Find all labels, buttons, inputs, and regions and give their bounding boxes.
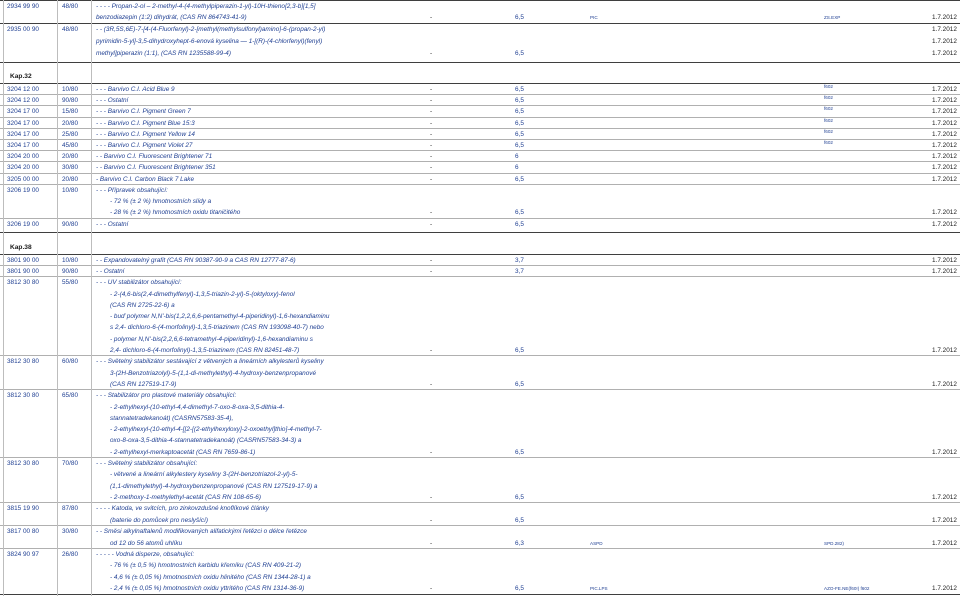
goods-description: - - Směsi alkylnaftalenů modifikovaných alifatickými řetězci o délce řetězce [96,528,307,535]
row-separator [0,232,960,233]
goods-description: - - - UV stabilizátor obsahující: [96,279,182,286]
taric-suffix: 60/80 [62,358,78,365]
cn-code: 3204 17 00 [7,108,39,115]
cn-code: 3204 17 00 [7,131,39,138]
row-separator [0,218,960,219]
goods-description: - buď polymer N,N'-bis(1,2,2,6,6-pentamethyl-4-piperidinyl)-1,6-hexandiaminu [110,313,330,320]
duty-dash: - [430,517,433,524]
chapter-heading: Kap.32 [10,73,32,80]
row-separator [0,117,960,118]
goods-description: - - - Barvivo C.I. Pigment Green 7 [96,108,191,115]
taric-suffix: 20/80 [62,153,78,160]
validity-date: 1.7.2012 [932,347,957,354]
cn-code: 3815 19 90 [7,505,39,512]
goods-description: - - - Přípravek obsahující: [96,187,168,194]
duty-rate: 6,5 [515,97,524,104]
goods-description: - - - - - Vodná disperze, obsahující: [96,551,195,558]
validity-date: 1.7.2012 [932,381,957,388]
row-separator [0,139,960,140]
goods-description: oxo-8-oxa-3,5-dithia-4-stannatetradekanoát) (CASRN57583-34-3) a [110,437,302,444]
row-separator [0,105,960,106]
taric-suffix: 30/80 [62,528,78,535]
column-guide [91,0,92,596]
row-separator [0,525,960,526]
measure-note: f602 [824,129,833,134]
cn-code: 3812 30 80 [7,358,39,365]
measure-note: f602 [824,95,833,100]
validity-date: 1.7.2012 [932,38,957,45]
duty-dash: - [430,108,433,115]
goods-description: (1,1-dimethylethyl)-4-hydroxybenzenpropanové (CAS RN 127519-17-9) a [110,483,318,490]
duty-rate: 6,5 [515,221,524,228]
cn-code: 3812 30 80 [7,279,39,286]
goods-description: benzodiazepin (1:2) dihydrát, (CAS RN 864743-41-9) [96,14,247,21]
footnote-code: PIC [590,15,598,20]
cn-code: 3204 17 00 [7,120,39,127]
cn-code: 3801 90 00 [7,257,39,264]
taric-suffix: 48/80 [62,3,78,10]
goods-description: (baterie do pomůcek pro neslyšící) [110,517,209,524]
duty-rate: 6,5 [515,86,524,93]
duty-dash: - [430,50,433,57]
taric-suffix: 10/80 [62,86,78,93]
goods-description: (CAS RN 127519-17-9) [110,381,177,388]
chapter-heading: Kap.38 [10,244,32,251]
row-separator [0,173,960,174]
goods-description: - - - Barvivo C.I. Acid Blue 9 [96,86,175,93]
goods-description: - polymer N,N'-bis(2,2,6,6-tetramethyl-4-piperidinyl)-1,6-hexandiaminu s [110,336,313,343]
taric-suffix: 48/80 [62,26,78,33]
duty-rate: 6,5 [515,347,524,354]
duty-dash: - [430,347,433,354]
validity-date: 1.7.2012 [932,142,957,149]
cn-code: 3204 17 00 [7,142,39,149]
duty-dash: - [430,131,433,138]
column-guide [3,0,4,596]
cn-code: 3204 12 00 [7,97,39,104]
cn-code: 3801 90 00 [7,268,39,275]
row-separator [0,83,960,84]
duty-dash: - [430,120,433,127]
validity-date: 1.7.2012 [932,164,957,171]
duty-dash: - [430,176,433,183]
taric-suffix: 65/80 [62,392,78,399]
taric-suffix: 10/80 [62,187,78,194]
validity-date: 1.7.2012 [932,50,957,57]
validity-date: 1.7.2012 [932,14,957,21]
cn-code: 3824 90 97 [7,551,39,558]
duty-rate: 6,5 [515,517,524,524]
goods-description: - - (3R,5S,6E)-7-[4-(4-Fluorfenyl)-2-[methyl(methylsulfonyl)amino]-6-(propan-2-yl) [96,26,326,33]
goods-description: - 76 % (± 0,5 %) hmotnostních karbidu křemíku (CAS RN 409-21-2) [110,562,302,569]
goods-description: 3-(2H-Benzotriazolyl)-5-(1,1-di-methylethyl)-4-hydroxy-benzenpropanové [110,370,317,377]
column-guide [57,0,58,596]
goods-description: - - - Barvivo C.I. Pigment Violet 27 [96,142,193,149]
row-separator [0,128,960,129]
duty-rate: 6 [515,164,519,171]
goods-description: methyl]piperazin (1:1), (CAS RN 1235588-99-4) [96,50,231,57]
row-separator [0,150,960,151]
duty-dash: - [430,257,433,264]
goods-description: - - Ostatní [96,268,125,275]
duty-rate: 6,5 [515,494,524,501]
row-separator [0,355,960,356]
duty-rate: 6,5 [515,142,524,149]
duty-rate: 6,5 [515,209,524,216]
row-separator [0,62,960,63]
duty-dash: - [430,221,433,228]
duty-dash: - [430,585,433,592]
footnote-code: ASPD [590,541,603,546]
goods-description: 2,4- dichloro-6-(4-morfolinyl)-1,3,5-triazinem (CAS RN 82451-48-7) [110,347,300,354]
duty-rate: 6,5 [515,50,524,57]
goods-description: - - - Ostatní [96,97,129,104]
cn-code: 3812 30 80 [7,392,39,399]
duty-dash: - [430,14,433,21]
taric-suffix: 20/80 [62,120,78,127]
cn-code: 3817 00 80 [7,528,39,535]
footnote-code: PIC.LPS [590,586,608,591]
cn-code: 3206 19 00 [7,187,39,194]
validity-date: 1.7.2012 [932,108,957,115]
goods-description: - - - Světelný stabilizátor obsahující: [96,460,198,467]
duty-rate: 6,5 [515,176,524,183]
cn-code: 3204 20 00 [7,153,39,160]
cn-code: 2935 00 90 [7,26,39,33]
duty-rate: 6,5 [515,381,524,388]
goods-description: - 2-ethylhexyl-merkaptoacetát (CAS RN 7659-86-1) [110,449,256,456]
taric-suffix: 55/80 [62,279,78,286]
row-separator [0,276,960,277]
taric-suffix: 90/80 [62,221,78,228]
duty-rate: 6 [515,153,519,160]
row-separator [0,94,960,95]
goods-description: - větvené a lineární alkylestery kyseliny 3-(2H-benzotriazol-2-yl)-5- [110,471,298,478]
duty-rate: 6,5 [515,585,524,592]
measure-note: f602 [824,84,833,89]
duty-rate: 6,5 [515,449,524,456]
goods-description: - - - Stabilizátor pro plastové materiály obsahující: [96,392,237,399]
validity-date: 1.7.2012 [932,86,957,93]
row-separator [0,548,960,549]
duty-dash: - [430,540,433,547]
row-separator [0,265,960,266]
goods-description: - - - Světelný stabilizátor sestávající z větvených a lineárních alkylesterů kyseliny [96,358,324,365]
row-separator [0,594,960,595]
duty-rate: 3,7 [515,268,524,275]
goods-description: pyrimidin-5-yl]-3,5-dihydroxyhept-6-enová kyselina — 1-[(R)-(4-chlorfenyl)(fenyl) [96,38,323,45]
validity-date: 1.7.2012 [932,540,957,547]
validity-date: 1.7.2012 [932,26,957,33]
validity-date: 1.7.2012 [932,176,957,183]
goods-description: - 28 % (± 2 %) hmotnostních oxidu titaničitého [110,209,241,216]
duty-dash: - [430,142,433,149]
goods-description: - - - - Katoda, ve svitcích, pro zinkovzdušné knoflíkové články [96,505,269,512]
duty-dash: - [430,268,433,275]
validity-date: 1.7.2012 [932,153,957,160]
taric-suffix: 25/80 [62,131,78,138]
cn-code: 2934 99 90 [7,3,39,10]
duty-dash: - [430,381,433,388]
validity-date: 1.7.2012 [932,221,957,228]
taric-suffix: 26/80 [62,551,78,558]
validity-date: 1.7.2012 [932,585,957,592]
duty-dash: - [430,86,433,93]
measure-note: f602 [824,106,833,111]
measure-note: ZS.EXP [824,15,841,20]
goods-description: - - Expandovatelný grafit (CAS RN 90387-90-9 a CAS RN 12777-87-6) [96,257,296,264]
row-separator [0,389,960,390]
validity-date: 1.7.2012 [932,517,957,524]
row-separator [0,254,960,255]
duty-rate: 6,5 [515,108,524,115]
cn-code: 3204 12 00 [7,86,39,93]
goods-description: - 2,4 % (± 0,05 %) hmotnostních oxidu yttritého (CAS RN 1314-36-9) [110,585,305,592]
duty-dash: - [430,164,433,171]
goods-description: - Barvivo C.I. Carbon Black 7 Lake [96,176,195,183]
taric-suffix: 15/80 [62,108,78,115]
goods-description: - - - Barvivo C.I. Pigment Yellow 14 [96,131,195,138]
goods-description: - 4,6 % (± 0,05 %) hmotnostních oxidu hlinitého (CAS RN 1344-28-1) a [110,574,311,581]
row-separator [0,184,960,185]
measure-note: f602 [824,118,833,123]
taric-suffix: 90/80 [62,97,78,104]
goods-description: od 12 do 56 atomů uhlíku [110,540,183,547]
taric-suffix: 87/80 [62,505,78,512]
duty-dash: - [430,97,433,104]
goods-description: - 72 % (± 2 %) hmotnostních slídy a [110,198,212,205]
validity-date: 1.7.2012 [932,209,957,216]
goods-description: - - Barvivo C.I. Fluorescent Brightener 71 [96,153,213,160]
validity-date: 1.7.2012 [932,97,957,104]
taric-suffix: 30/80 [62,164,78,171]
validity-date: 1.7.2012 [932,449,957,456]
row-separator [0,457,960,458]
goods-description: - 2-(4,6-bis(2,4-dimethylfenyl)-1,3,5-triazin-2-yl)-5-(oktyloxy)-fenol [110,291,295,298]
cn-code: 3206 19 00 [7,221,39,228]
taric-suffix: 20/80 [62,176,78,183]
goods-description: s 2,4- dichloro-6-(4-morfolinyl)-1,3,5-triazinem (CAS RN 193098-40-7) nebo [110,324,324,331]
measure-note: SPD.282) [824,541,844,546]
goods-description: - - - Ostatní [96,221,129,228]
row-separator [0,23,960,24]
taric-suffix: 70/80 [62,460,78,467]
validity-date: 1.7.2012 [932,131,957,138]
taric-suffix: 90/80 [62,268,78,275]
duty-dash: - [430,449,433,456]
goods-description: stannatetradekanoát) (CASRN57583-35-4), [110,415,234,422]
goods-description: - 2-methoxy-1-methylethyl-acetát (CAS RN 108-65-6) [110,494,261,501]
duty-dash: - [430,153,433,160]
validity-date: 1.7.2012 [932,268,957,275]
duty-rate: 6,5 [515,131,524,138]
cn-code: 3204 20 00 [7,164,39,171]
duty-rate: 3,7 [515,257,524,264]
validity-date: 1.7.2012 [932,120,957,127]
goods-description: - 2-ethylhexyl-(10-ethyl-4,4-dimethyl-7-oxo-8-oxa-3,5-dithia-4- [110,404,285,411]
measure-note: AZO-FE.NE(f60!) f602 [824,586,870,591]
cn-code: 3205 00 00 [7,176,39,183]
goods-description: - 2-ethylhexyl-(10-ethyl-4-[[2-[(2-ethylhexyloxy]-2-oxoethyl]thio]-4-methyl-7- [110,426,322,433]
goods-description: - - - - Propan-2-ol – 2-methyl-4-(4-methylpiperazin-1-yl)-10H-thieno[2,3-b][1,5] [96,3,316,10]
measure-note: f602 [824,140,833,145]
validity-date: 1.7.2012 [932,257,957,264]
taric-suffix: 45/80 [62,142,78,149]
duty-rate: 6,5 [515,120,524,127]
goods-description: - - - Barvivo C.I. Pigment Blue 15:3 [96,120,195,127]
duty-dash: - [430,494,433,501]
row-separator [0,161,960,162]
validity-date: 1.7.2012 [932,494,957,501]
cn-code: 3812 30 80 [7,460,39,467]
row-separator [0,0,960,1]
taric-suffix: 10/80 [62,257,78,264]
goods-description: - - Barvivo C.I. Fluorescent Brightener 351 [96,164,216,171]
goods-description: (CAS RN 2725-22-6) a [110,302,175,309]
duty-dash: - [430,209,433,216]
duty-rate: 6,5 [515,14,524,21]
duty-rate: 6,3 [515,540,524,547]
row-separator [0,502,960,503]
